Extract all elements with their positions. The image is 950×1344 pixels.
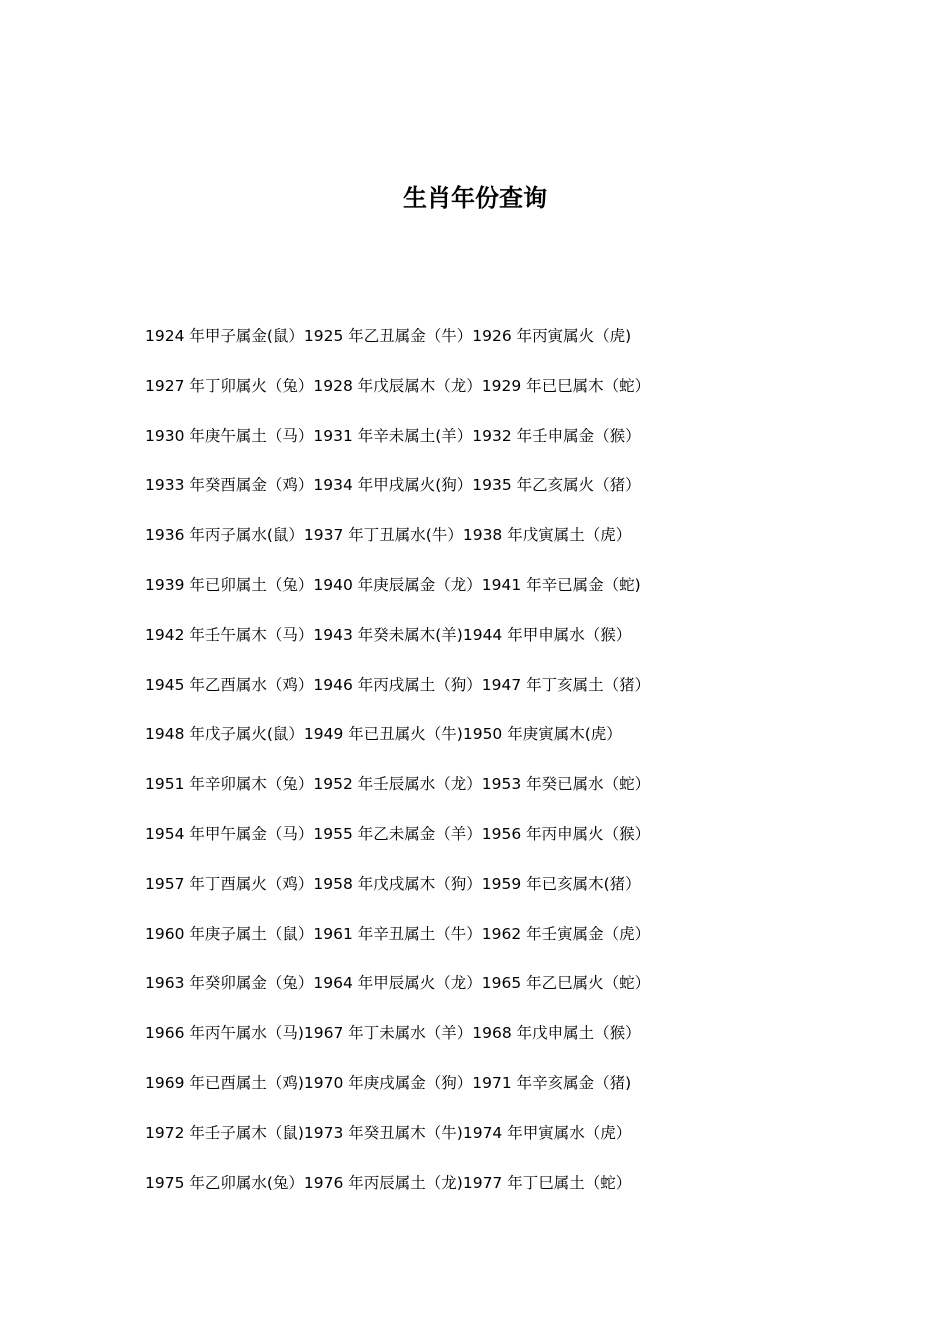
zodiac-year-line: 1936 年丙子属水(鼠）1937 年丁丑属水(牛）1938 年戊寅属土（虎） — [145, 526, 632, 545]
zodiac-year-line: 1924 年甲子属金(鼠）1925 年乙丑属金（牛）1926 年丙寅属火（虎) — [145, 327, 632, 345]
zodiac-year-line: 1972 年壬子属木（鼠)1973 年癸丑属木（牛)1974 年甲寅属水（虎） — [145, 1123, 632, 1142]
zodiac-year-line: 1954 年甲午属金（马）1955 年乙未属金（羊）1956 年丙申属火（猴） — [145, 824, 651, 843]
zodiac-year-line: 1942 年壬午属木（马）1943 年癸未属木(羊)1944 年甲申属水（猴） — [145, 625, 632, 644]
zodiac-year-line: 1975 年乙卯属水(兔）1976 年丙辰属土（龙)1977 年丁巳属土（蛇） — [145, 1173, 632, 1192]
zodiac-year-line: 1951 年辛卯属木（兔）1952 年壬辰属水（龙）1953 年癸已属水（蛇） — [145, 775, 651, 794]
zodiac-year-line: 1939 年已卯属土（兔）1940 年庚辰属金（龙）1941 年辛已属金（蛇) — [145, 575, 641, 594]
zodiac-year-line: 1966 年丙午属水（马)1967 年丁未属水（羊）1968 年戊申属土（猴） — [145, 1024, 641, 1043]
zodiac-year-line: 1969 年已酉属土（鸡)1970 年庚戌属金（狗）1971 年辛亥属金（猪) — [145, 1073, 632, 1092]
page-title: 生肖年份查询 — [403, 184, 547, 212]
zodiac-year-line: 1933 年癸酉属金（鸡）1934 年甲戌属火(狗）1935 年乙亥属火（猪） — [145, 476, 641, 495]
zodiac-year-line: 1963 年癸卯属金（兔）1964 年甲辰属火（龙）1965 年乙巳属火（蛇） — [145, 974, 651, 993]
zodiac-year-line: 1948 年戊子属火(鼠）1949 年已丑属火（牛)1950 年庚寅属木(虎） — [145, 725, 622, 744]
zodiac-year-line: 1927 年丁卯属火（兔）1928 年戊辰属木（龙）1929 年已巳属木（蛇） — [145, 376, 651, 395]
zodiac-year-line: 1957 年丁酉属火（鸡）1958 年戊戌属木（狗）1959 年已亥属木(猪） — [145, 874, 641, 893]
zodiac-year-list — [145, 322, 650, 1218]
zodiac-year-line: 1945 年乙酉属水（鸡）1946 年丙戌属土（狗）1947 年丁亥属土（猪） — [145, 675, 651, 694]
zodiac-year-line: 1930 年庚午属土（马）1931 年辛未属土(羊）1932 年壬申属金（猴） — [145, 426, 641, 445]
zodiac-year-line: 1960 年庚子属土（鼠）1961 年辛丑属土（牛）1962 年壬寅属金（虎） — [145, 924, 651, 943]
